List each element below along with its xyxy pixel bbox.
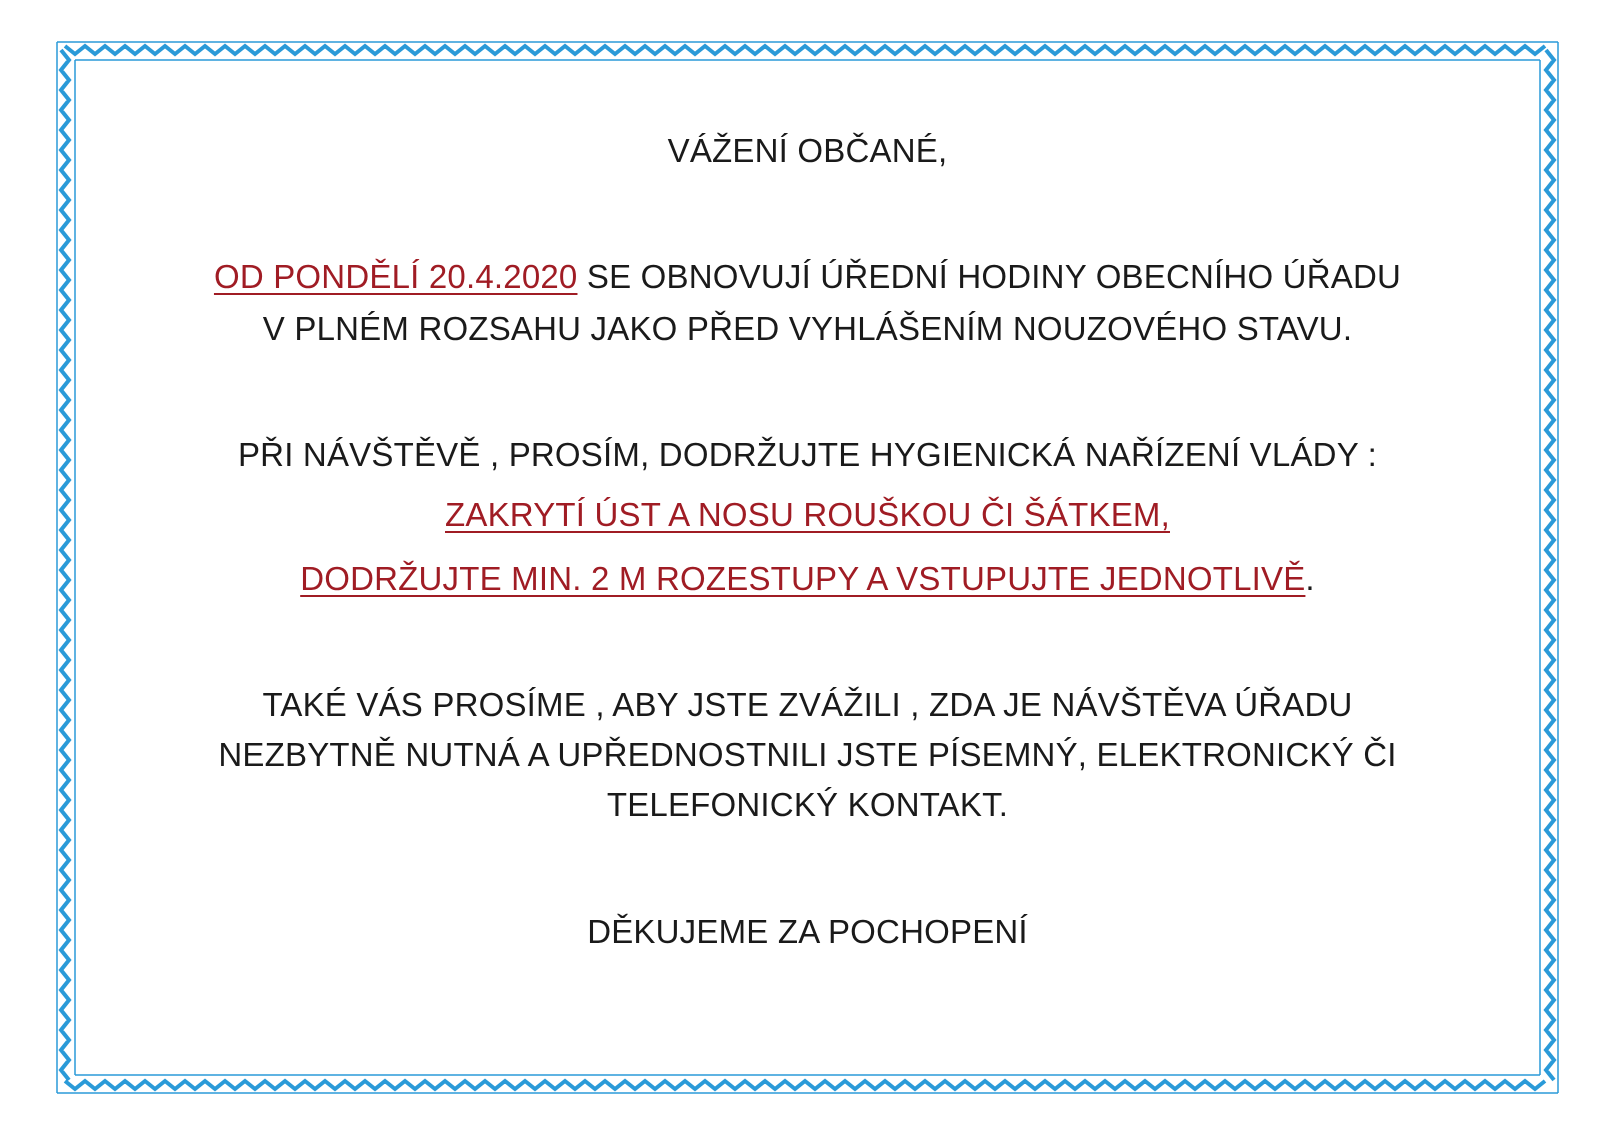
rule-2-line <box>55 560 1560 598</box>
paragraph-3-line-2: NEZBYTNĚ NUTNÁ A UPŘEDNOSTNILI JSTE PÍSEMNÝ, ELEKTRONICKÝ ČI <box>218 736 1397 773</box>
date-highlight: OD PONDĚLÍ 20.4.2020 <box>213 258 578 295</box>
rule-distancing: DODRŽUJTE MIN. 2 M ROZESTUPY A VSTUPUJTE JEDNOTLIVĚ <box>300 560 1306 597</box>
closing-thanks: DĚKUJEME ZA POCHOPENÍ <box>587 913 1028 950</box>
rule-2-period: . <box>1305 560 1315 597</box>
paragraph-3-line-3: TELEFONICKÝ KONTAKT. <box>606 786 1009 823</box>
paragraph-2-intro: PŘI NÁVŠTĚVĚ , PROSÍM, DODRŽUJTE HYGIENICKÁ NAŘÍZENÍ VLÁDY : <box>237 436 1378 473</box>
rule-1-line <box>55 496 1560 534</box>
notice-document <box>55 40 1560 1095</box>
rule-mask: ZAKRYTÍ ÚST A NOSU ROUŠKOU ČI ŠÁTKEM, <box>445 496 1170 533</box>
paragraph-1-line-2: V PLNÉM ROZSAHU JAKO PŘED VYHLÁŠENÍM NOUZOVÉHO STAVU. <box>262 310 1353 347</box>
paragraph-1-line-1 <box>55 258 1560 296</box>
paragraph-1-rest: SE OBNOVUJÍ ÚŘEDNÍ HODINY OBECNÍHO ÚŘADU <box>577 258 1402 295</box>
paragraph-3-line-1: TAKÉ VÁS PROSÍME , ABY JSTE ZVÁŽILI , ZDA JE NÁVŠTĚVA ÚŘADU <box>262 686 1353 723</box>
greeting: VÁŽENÍ OBČANÉ, <box>667 132 948 169</box>
